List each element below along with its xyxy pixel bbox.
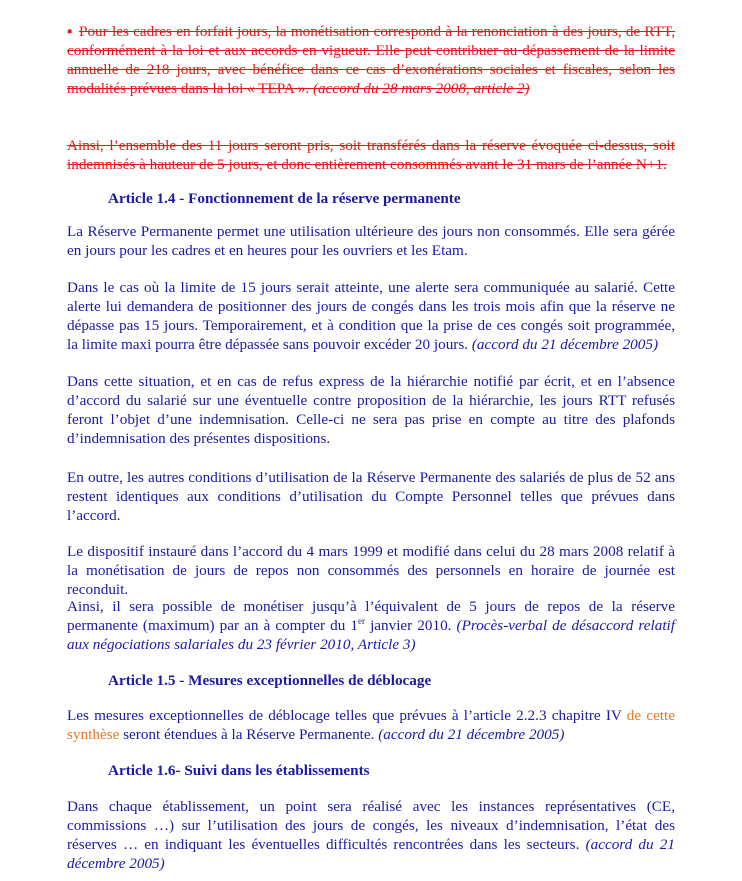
article-1-4-paragraph-6-text: Ainsi, il sera possible de monétiser jusqu’à l’équivalent de 5 jours de repos de la réserve permanente (maximum) par an à compter du 1 <box>67 598 675 634</box>
article-1-4-paragraph-5: Le dispositif instauré dans l’accord du 4 mars 1999 et modifié dans celui du 28 mars 2008 relatif à la monétisation de jours de repos non consommés des personnels en horaire de journée est reconduit. <box>67 543 675 598</box>
article-1-4-paragraph-6-text-end: janvier 2010. <box>365 617 457 634</box>
deleted-paragraph-text: Pour les cadres en forfait jours, la monétisation correspond à la renonciation à des jours, de RTT, conformément à la loi et aux accords en vigueur. Elle peut contribuer au dépassement de la limite annuelle de 218 jours, avec bénéfice dans ce cas d’exonérations sociales et fiscales, selon les modalités prévues dans la loi « TEPA ». <box>67 23 675 97</box>
ordinal-superscript: er <box>358 615 365 626</box>
article-1-5-paragraph-1-text-end: seront étendues à la Réserve Permanente. <box>119 726 379 743</box>
article-1-6-paragraph-1-text: Dans chaque établissement, un point sera réalisé avec les instances représentatives (CE, commissions …) sur l’utilisation des jours de congés, les niveaux d’indemnisation, l’état des réserves … en indiquant les éventuelles difficultés rencontrées dans les secteurs. <box>67 798 675 853</box>
article-1-5-paragraph-1-reference: (accord du 21 décembre 2005) <box>378 726 565 743</box>
deleted-paragraph-forfait-jours <box>67 22 675 98</box>
article-1-4-paragraph-6-reference: (Procès-verbal de désaccord relatif aux négociations salariales du 23 février 2010, Article 3) <box>67 617 675 653</box>
article-1-6-paragraph-1 <box>67 797 675 873</box>
article-1-4-paragraph-4: En outre, les autres conditions d’utilisation de la Réserve Permanente des salariés de plus de 52 ans restent identiques aux conditions d’utilisation du Compte Personnel telles que prévues dans l’accord. <box>67 469 675 524</box>
article-1-4-paragraph-3: Dans cette situation, et en cas de refus express de la hiérarchie notifié par écrit, et en l’absence d’accord du salarié sur une éventuelle contre proposition de la hiérarchie, les jours RTT refusés feront l’objet d’une indemnisation. Celle-ci ne sera pas prise en compte au titre des plafonds d’indemnisation des présentes dispositions. <box>67 373 675 447</box>
deleted-paragraph-reference: (accord du 28 mars 2008, article 2) <box>312 80 530 97</box>
article-1-4-paragraph-2-text: Dans le cas où la limite de 15 jours serait atteinte, une alerte sera communiquée au salarié. Cette alerte lui demandera de positionner des jours de congés dans les trois mois afin que la réserve ne dépasse pas 15 jours. Temporairement, et à condition que la prise de ces congés soit programmée, la limite maxi pourra être dépassée sans pouvoir excéder 20 jours. <box>67 279 675 353</box>
article-1-5-paragraph-1 <box>67 706 675 744</box>
deleted-paragraph-onze-jours: Ainsi, l’ensemble des 11 jours seront pris, soit transférés dans la réserve évoquée ci-dessus, soit indemnisés à hauteur de 5 jours, et donc entièrement consommés avant le 31 mars de l’année N+1. <box>67 137 675 173</box>
highlighted-phrase: de cette synthèse <box>67 707 675 743</box>
article-1-4-paragraph-6 <box>67 597 675 654</box>
article-1-5-paragraph-1-text: Les mesures exceptionnelles de déblocage telles que prévues à l’article 2.2.3 chapitre IV <box>67 707 627 724</box>
article-1-4-paragraph-1: La Réserve Permanente permet une utilisation ultérieure des jours non consommés. Elle sera gérée en jours pour les cadres et en heures pour les ouvriers et les Etam. <box>67 223 675 259</box>
article-1-4-heading: Article 1.4 - Fonctionnement de la réserve permanente <box>108 190 461 207</box>
article-1-5-heading: Article 1.5 - Mesures exceptionnelles de déblocage <box>108 672 432 689</box>
article-1-6-heading: Article 1.6- Suivi dans les établissements <box>108 762 370 779</box>
bullet-icon: ▪ <box>67 23 73 40</box>
article-1-6-paragraph-1-reference: (accord du 21 décembre 2005) <box>67 836 675 872</box>
article-1-4-paragraph-2-reference: (accord du 21 décembre 2005) <box>471 336 659 353</box>
article-1-4-paragraph-2 <box>67 278 675 354</box>
